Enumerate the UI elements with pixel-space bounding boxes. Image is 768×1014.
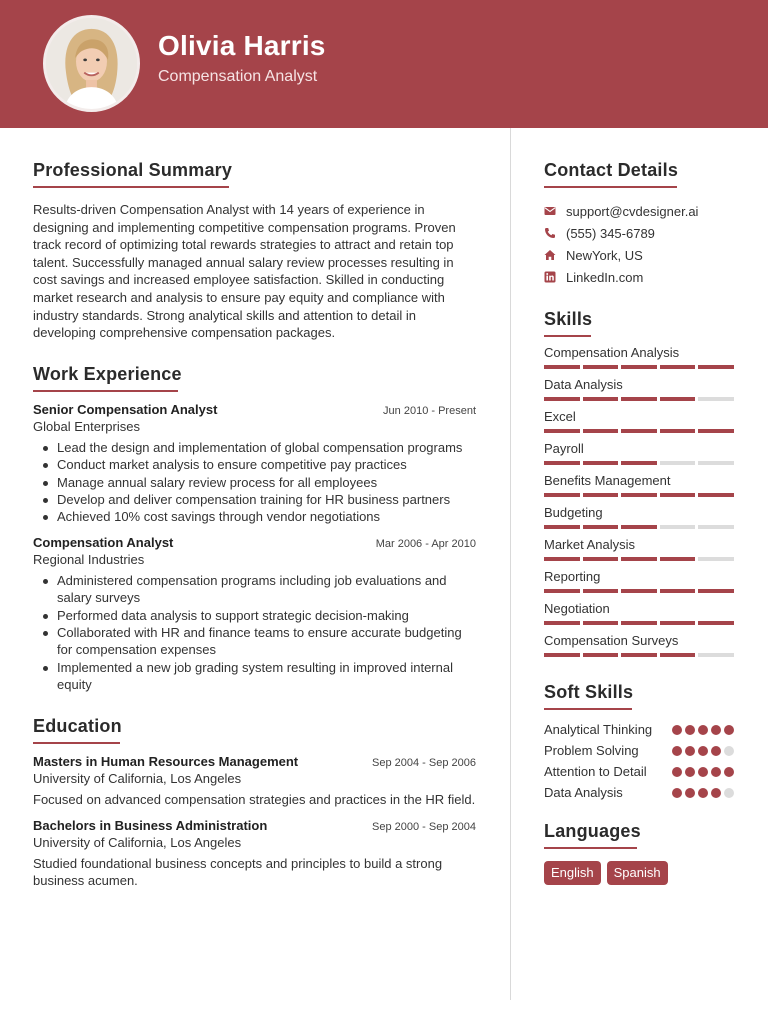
list-item: Achieved 10% cost savings through vendor negotiations: [33, 508, 476, 525]
rating-dot: [711, 788, 721, 798]
skill-name: Reporting: [544, 569, 601, 584]
job-date: Jun 2010 - Present: [383, 404, 476, 417]
skill-level-segment: [660, 589, 696, 593]
list-item: Performed data analysis to support strategic decision-making: [33, 607, 476, 624]
skill-name: Compensation Surveys: [544, 633, 679, 648]
skill-level-segment: [544, 461, 580, 465]
rating-dot: [724, 725, 734, 735]
language-tags: [544, 861, 734, 885]
skill-level-segment: [660, 493, 696, 497]
rating-dot: [698, 767, 708, 777]
skill-name: Market Analysis: [544, 537, 636, 552]
list-item: Conduct market analysis to ensure competitive pay practices: [33, 456, 476, 473]
phone-icon: [544, 227, 556, 239]
skill-level-bar: [544, 429, 734, 433]
profile-photo: [46, 18, 137, 109]
skill-level-bar: [544, 589, 734, 593]
skill-level-segment: [544, 429, 580, 433]
skill-level-segment: [544, 621, 580, 625]
degree-title: Bachelors in Business Administration: [33, 818, 268, 834]
contact-text: NewYork, US: [566, 247, 643, 263]
list-item: Implemented a new job grading system resulting in improved internal equity: [33, 659, 476, 694]
skill-level-segment: [621, 493, 657, 497]
skill-level-segment: [660, 653, 696, 657]
skill-level-segment: [583, 429, 619, 433]
soft-skill-item: [544, 742, 734, 759]
skill-level-segment: [621, 429, 657, 433]
education-section: [33, 716, 476, 890]
rating-dot: [698, 725, 708, 735]
skill-level-segment: [544, 525, 580, 529]
soft-skills-list: [544, 721, 734, 801]
skill-level-segment: [544, 589, 580, 593]
rating-dot: [724, 788, 734, 798]
skill-level-segment: [621, 589, 657, 593]
column-divider: [510, 128, 511, 1000]
summary-section: [33, 160, 476, 342]
skill-level-segment: [698, 429, 734, 433]
list-item: Collaborated with HR and finance teams to ensure accurate budgeting for compensation expenses: [33, 624, 476, 659]
job-title: Senior Compensation Analyst: [33, 401, 218, 417]
skill-level-segment: [583, 525, 619, 529]
job-bullets: [33, 572, 476, 694]
skill-level-segment: [621, 525, 657, 529]
soft-skill-name: Problem Solving: [544, 743, 639, 758]
skill-item: [544, 377, 734, 409]
skill-item: [544, 345, 734, 377]
skill-level-segment: [621, 621, 657, 625]
soft-skill-item: [544, 721, 734, 738]
skill-level-segment: [544, 653, 580, 657]
skill-level-segment: [583, 621, 619, 625]
rating-dot: [724, 767, 734, 777]
skill-level-segment: [544, 365, 580, 369]
section-underline: [544, 847, 637, 849]
skill-level-segment: [698, 493, 734, 497]
skill-level-segment: [583, 589, 619, 593]
skill-level-segment: [544, 557, 580, 561]
contact-location: [544, 244, 734, 266]
education-entry: [33, 818, 476, 890]
section-title: Work Experience: [33, 363, 182, 384]
experience-section: [33, 364, 476, 694]
skill-level-segment: [583, 397, 619, 401]
skill-level-bar: [544, 365, 734, 369]
skill-level-segment: [621, 365, 657, 369]
soft-skill-rating: [672, 788, 734, 798]
skill-level-segment: [660, 557, 696, 561]
summary-text: Results-driven Compensation Analyst with 14 years of experience in designing and implementing competitive compensation programs. Proven track record of optimizing total rewards strategies to attract and retain top talent. Successfully managed annual salary review processes resulting in cost savings and increased employee satisfaction. Skilled in conducting market research and analysis to ensure pay equity and compliance with industry standards. Strong analytical skills and attention to detail in developing comprehensive compensation packages.: [33, 202, 456, 341]
section-underline: [544, 186, 677, 188]
rating-dot: [685, 788, 695, 798]
rating-dot: [672, 788, 682, 798]
skill-name: Compensation Analysis: [544, 345, 680, 360]
skill-item: [544, 505, 734, 537]
candidate-name: Olivia Harris: [158, 30, 326, 61]
skill-level-segment: [698, 461, 734, 465]
avatar: [43, 15, 140, 112]
skill-level-segment: [583, 653, 619, 657]
contact-text: LinkedIn.com: [566, 269, 644, 285]
skill-item: [544, 409, 734, 441]
rating-dot: [685, 746, 695, 756]
rating-dot: [698, 788, 708, 798]
envelope-icon: [544, 205, 556, 217]
candidate-role: Compensation Analyst: [158, 68, 318, 85]
skill-level-segment: [583, 461, 619, 465]
job-entry: [33, 535, 476, 694]
list-item: Administered compensation programs including job evaluations and salary surveys: [33, 572, 476, 607]
skill-level-bar: [544, 557, 734, 561]
home-icon: [544, 249, 556, 261]
skill-level-segment: [583, 365, 619, 369]
skill-level-segment: [698, 589, 734, 593]
skill-item: [544, 569, 734, 601]
school-name: University of California, Los Angeles: [33, 835, 242, 851]
job-date: Mar 2006 - Apr 2010: [375, 537, 476, 550]
skill-level-segment: [621, 653, 657, 657]
soft-skill-item: [544, 784, 734, 801]
skill-name: Payroll: [544, 441, 584, 456]
section-title: Education: [33, 715, 122, 736]
skill-level-bar: [544, 493, 734, 497]
rating-dot: [724, 746, 734, 756]
section-underline: [544, 708, 632, 710]
contact-email[interactable]: [544, 200, 734, 222]
degree-title: Masters in Human Resources Management: [33, 753, 299, 769]
skill-name: Benefits Management: [544, 473, 671, 488]
skill-level-segment: [660, 621, 696, 625]
skill-level-segment: [583, 493, 619, 497]
soft-skill-item: [544, 763, 734, 780]
skill-name: Budgeting: [544, 505, 603, 520]
job-bullets: [33, 439, 476, 526]
section-title: Contact Details: [544, 160, 679, 180]
soft-skill-name: Analytical Thinking: [544, 722, 653, 737]
education-date: Sep 2004 - Sep 2006: [372, 756, 476, 769]
section-underline: [33, 186, 229, 188]
soft-skill-rating: [672, 725, 734, 735]
skill-item: [544, 441, 734, 473]
rating-dot: [672, 767, 682, 777]
section-title: Skills: [544, 309, 593, 329]
skill-level-segment: [621, 461, 657, 465]
skill-level-bar: [544, 525, 734, 529]
skill-level-segment: [544, 493, 580, 497]
section-title: Soft Skills: [544, 682, 634, 702]
skill-level-segment: [621, 397, 657, 401]
school-name: University of California, Los Angeles: [33, 770, 242, 786]
contact-section: [544, 160, 734, 288]
main-column: [33, 160, 476, 890]
education-description: Studied foundational business concepts and principles to build a strong business acumen.: [33, 856, 443, 889]
resume-header: [0, 0, 768, 128]
skill-level-segment: [660, 397, 696, 401]
soft-skill-name: Attention to Detail: [544, 764, 647, 779]
soft-skill-rating: [672, 746, 734, 756]
soft-skill-name: Data Analysis: [544, 785, 623, 800]
language-tag: Spanish: [607, 861, 668, 885]
languages-section: [544, 821, 734, 885]
linkedin-icon: [544, 271, 556, 283]
skill-level-segment: [698, 397, 734, 401]
rating-dot: [711, 725, 721, 735]
skill-level-segment: [660, 365, 696, 369]
list-item: Manage annual salary review process for all employees: [33, 474, 476, 491]
skill-level-segment: [660, 525, 696, 529]
education-entry: [33, 754, 476, 808]
skill-level-segment: [698, 621, 734, 625]
contact-text: (555) 345-6789: [566, 225, 655, 241]
skill-item: [544, 473, 734, 505]
skills-section: [544, 309, 734, 665]
skill-level-bar: [544, 461, 734, 465]
job-company: Global Enterprises: [33, 418, 140, 434]
contact-linkedin[interactable]: [544, 266, 734, 288]
skill-level-segment: [544, 397, 580, 401]
list-item: Lead the design and implementation of global compensation programs: [33, 439, 476, 456]
skill-level-segment: [660, 429, 696, 433]
skill-item: [544, 601, 734, 633]
rating-dot: [672, 725, 682, 735]
contact-phone[interactable]: [544, 222, 734, 244]
skills-list: [544, 345, 734, 665]
skill-level-segment: [621, 557, 657, 561]
skill-item: [544, 633, 734, 665]
skill-level-segment: [583, 557, 619, 561]
soft-skill-rating: [672, 767, 734, 777]
skill-level-bar: [544, 653, 734, 657]
skill-level-bar: [544, 397, 734, 401]
skill-level-segment: [660, 461, 696, 465]
skill-level-segment: [698, 525, 734, 529]
skill-name: Excel: [544, 409, 576, 424]
list-item: Develop and deliver compensation training for HR business partners: [33, 491, 476, 508]
rating-dot: [672, 746, 682, 756]
rating-dot: [711, 767, 721, 777]
job-entry: [33, 402, 476, 526]
skill-name: Data Analysis: [544, 377, 623, 392]
rating-dot: [711, 746, 721, 756]
rating-dot: [685, 725, 695, 735]
education-date: Sep 2000 - Sep 2004: [372, 821, 476, 834]
skill-level-segment: [698, 653, 734, 657]
section-underline: [544, 335, 591, 337]
skill-name: Negotiation: [544, 601, 610, 616]
section-underline: [33, 742, 120, 744]
section-title: Professional Summary: [33, 160, 233, 180]
section-title: Languages: [544, 821, 641, 841]
skill-level-segment: [698, 365, 734, 369]
section-underline: [33, 390, 178, 392]
soft-skills-section: [544, 682, 734, 801]
rating-dot: [698, 746, 708, 756]
language-tag: English: [544, 861, 601, 885]
skill-level-bar: [544, 621, 734, 625]
sidebar-column: [544, 160, 734, 885]
skill-item: [544, 537, 734, 569]
rating-dot: [685, 767, 695, 777]
education-description: Focused on advanced compensation strategies and practices in the HR field.: [33, 791, 476, 807]
skill-level-segment: [698, 557, 734, 561]
job-title: Compensation Analyst: [33, 534, 174, 550]
contact-text: support@cvdesigner.ai: [566, 203, 699, 219]
job-company: Regional Industries: [33, 551, 145, 567]
